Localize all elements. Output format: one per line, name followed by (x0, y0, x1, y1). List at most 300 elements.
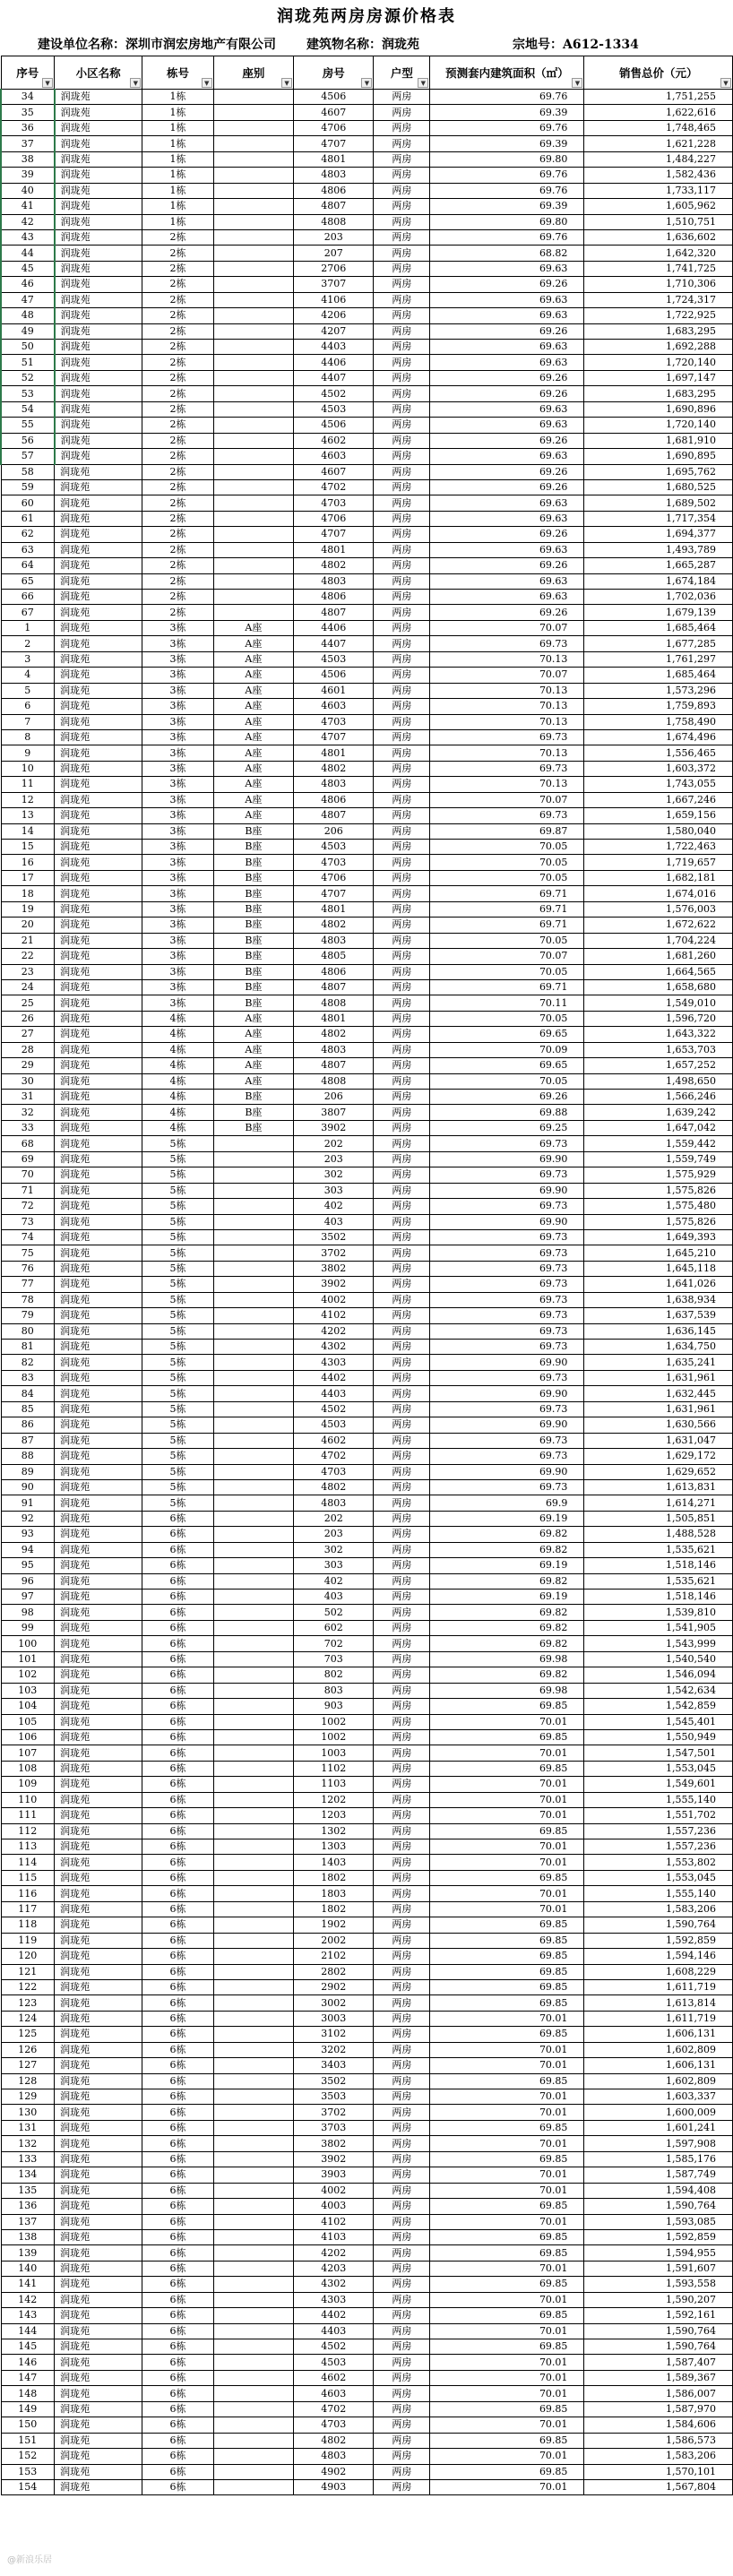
col-header-room[interactable]: 房号 ▼ (294, 56, 374, 90)
cell-block (213, 1683, 293, 1698)
cell-layout: 两房 (374, 1667, 430, 1683)
cell-room: 2902 (294, 1979, 374, 1994)
cell-room: 1102 (294, 1761, 374, 1776)
cell-area: 69.26 (430, 605, 584, 620)
cell-layout: 两房 (374, 2120, 430, 2135)
cell-room: 2002 (294, 1933, 374, 1948)
cell-price: 1,587,970 (584, 2401, 733, 2417)
cell-price: 1,608,229 (584, 1964, 733, 1979)
cell-area: 69.85 (430, 2277, 584, 2292)
table-row (1, 277, 733, 292)
cell-community: 润珑苑 (55, 1995, 142, 2011)
cell-layout: 两房 (374, 792, 430, 807)
cell-layout: 两房 (374, 1808, 430, 1823)
cell-building: 1栋 (142, 105, 213, 120)
cell-block (213, 2261, 293, 2276)
cell-price: 1,702,036 (584, 590, 733, 605)
cell-block (213, 527, 293, 542)
table-row (1, 1777, 733, 1792)
cell-layout: 两房 (374, 558, 430, 573)
cell-block (213, 323, 293, 339)
table-row (1, 1542, 733, 1557)
cell-block (213, 246, 293, 261)
cell-layout: 两房 (374, 1277, 430, 1292)
cell-community: 润珑苑 (55, 2308, 142, 2323)
table-row (1, 979, 733, 995)
cell-block (213, 573, 293, 589)
cell-community: 润珑苑 (55, 933, 142, 948)
cell-building: 5栋 (142, 1151, 213, 1167)
cell-building: 6栋 (142, 1777, 213, 1792)
cell-seq: 151 (1, 2433, 55, 2448)
cell-seq: 51 (1, 355, 55, 370)
cell-building: 3栋 (142, 901, 213, 917)
cell-community: 润珑苑 (55, 1355, 142, 1370)
cell-layout: 两房 (374, 1136, 430, 1151)
cell-seq: 117 (1, 1901, 55, 1917)
cell-area: 69.76 (430, 168, 584, 183)
cell-building: 2栋 (142, 323, 213, 339)
cell-room: 3802 (294, 1261, 374, 1276)
table-row (1, 2449, 733, 2464)
cell-block: B座 (213, 979, 293, 995)
cell-layout: 两房 (374, 2339, 430, 2355)
cell-building: 3栋 (142, 840, 213, 855)
cell-community: 润珑苑 (55, 527, 142, 542)
cell-seq: 35 (1, 105, 55, 120)
cell-room: 3903 (294, 2167, 374, 2183)
cell-building: 6栋 (142, 2073, 213, 2089)
cell-price: 1,535,621 (584, 1573, 733, 1589)
cell-community: 润珑苑 (55, 1777, 142, 1792)
cell-building: 6栋 (142, 2433, 213, 2448)
cell-seq: 67 (1, 605, 55, 620)
cell-seq: 77 (1, 1277, 55, 1292)
cell-price: 1,614,271 (584, 1495, 733, 1511)
cell-room: 4806 (294, 590, 374, 605)
cell-community: 润珑苑 (55, 2105, 142, 2120)
cell-community: 润珑苑 (55, 2214, 142, 2229)
cell-room: 4503 (294, 651, 374, 667)
cell-community: 润珑苑 (55, 2167, 142, 2183)
cell-community: 润珑苑 (55, 1214, 142, 1229)
cell-building: 2栋 (142, 261, 213, 276)
cell-community: 润珑苑 (55, 918, 142, 933)
cell-building: 6栋 (142, 1699, 213, 1714)
cell-community: 润珑苑 (55, 1808, 142, 1823)
cell-block (213, 2136, 293, 2151)
cell-layout: 两房 (374, 1917, 430, 1933)
cell-area: 70.01 (430, 1855, 584, 1870)
cell-room: 4703 (294, 2417, 374, 2433)
table-row (1, 1370, 733, 1385)
cell-room: 4602 (294, 433, 374, 448)
cell-block (213, 1729, 293, 1745)
cell-building: 5栋 (142, 1323, 213, 1339)
cell-area: 69.85 (430, 2027, 584, 2042)
cell-area: 69.80 (430, 151, 584, 167)
cell-building: 3栋 (142, 855, 213, 870)
cell-area: 70.01 (430, 1901, 584, 1917)
cell-seq: 55 (1, 418, 55, 433)
cell-price: 1,741,725 (584, 261, 733, 276)
cell-community: 润珑苑 (55, 995, 142, 1011)
cell-community: 润珑苑 (55, 1199, 142, 1214)
cell-block (213, 1808, 293, 1823)
table-row (1, 214, 733, 229)
cell-building: 4栋 (142, 1090, 213, 1105)
col-header-building[interactable]: 栋号 ▼ (142, 56, 213, 90)
cell-seq: 3 (1, 651, 55, 667)
cell-room: 403 (294, 1214, 374, 1229)
cell-seq: 40 (1, 183, 55, 198)
cell-layout: 两房 (374, 2417, 430, 2433)
cell-building: 6栋 (142, 2292, 213, 2307)
cell-room: 4207 (294, 323, 374, 339)
table-row (1, 308, 733, 323)
cell-community: 润珑苑 (55, 1714, 142, 1729)
table-row (1, 1667, 733, 1683)
cell-area: 69.19 (430, 1590, 584, 1605)
cell-area: 69.85 (430, 2151, 584, 2167)
cell-block (213, 433, 293, 448)
cell-layout: 两房 (374, 1949, 430, 1964)
col-header-price[interactable]: 销售总价（元） ▼ (584, 56, 733, 90)
cell-building: 6栋 (142, 2308, 213, 2323)
cell-community: 润珑苑 (55, 1433, 142, 1448)
table-row (1, 168, 733, 183)
cell-building: 6栋 (142, 2277, 213, 2292)
cell-layout: 两房 (374, 542, 430, 557)
cell-block (213, 2355, 293, 2370)
cell-room: 3003 (294, 2011, 374, 2026)
cell-community: 润珑苑 (55, 2261, 142, 2276)
cell-building: 3栋 (142, 668, 213, 683)
cell-room: 4503 (294, 401, 374, 417)
cell-price: 1,694,377 (584, 527, 733, 542)
table-row (1, 1839, 733, 1855)
col-header-community[interactable]: 小区名称 ▼ (55, 56, 142, 90)
cell-community: 润珑苑 (55, 1542, 142, 1557)
cell-price: 1,518,146 (584, 1590, 733, 1605)
cell-seq: 149 (1, 2401, 55, 2417)
cell-room: 4607 (294, 464, 374, 479)
cell-price: 1,551,702 (584, 1808, 733, 1823)
cell-room: 3902 (294, 1120, 374, 1135)
col-header-area[interactable]: 预测套内建筑面积（㎡） ▼ (430, 56, 584, 90)
cell-room: 302 (294, 1167, 374, 1183)
table-row (1, 855, 733, 870)
filter-dropdown-icon[interactable]: ▼ (720, 78, 731, 88)
table-row (1, 823, 733, 839)
cell-price: 1,658,680 (584, 979, 733, 995)
cell-price: 1,587,749 (584, 2167, 733, 2183)
cell-community: 润珑苑 (55, 2339, 142, 2355)
table-row (1, 1823, 733, 1839)
cell-community: 润珑苑 (55, 2277, 142, 2292)
cell-layout: 两房 (374, 761, 430, 776)
cell-block (213, 199, 293, 214)
cell-price: 1,596,720 (584, 1011, 733, 1026)
cell-layout: 两房 (374, 2214, 430, 2229)
cell-building: 6栋 (142, 2386, 213, 2401)
cell-block (213, 1590, 293, 1605)
col-header-block[interactable]: 座别 ▼ (213, 56, 293, 90)
filter-dropdown-icon[interactable]: ▼ (572, 78, 582, 88)
cell-area: 70.09 (430, 1042, 584, 1057)
cell-layout: 两房 (374, 1933, 430, 1948)
cell-community: 润珑苑 (55, 2042, 142, 2057)
cell-layout: 两房 (374, 418, 430, 433)
cell-area: 69.76 (430, 120, 584, 135)
cell-layout: 两房 (374, 1855, 430, 1870)
filter-dropdown-icon[interactable]: ▼ (130, 78, 141, 88)
cell-seq: 153 (1, 2464, 55, 2479)
cell-price: 1,601,241 (584, 2120, 733, 2135)
cell-community: 润珑苑 (55, 214, 142, 229)
filter-dropdown-icon[interactable]: ▼ (361, 78, 372, 88)
cell-block (213, 2089, 293, 2105)
cell-price: 1,631,961 (584, 1370, 733, 1385)
cell-price: 1,594,146 (584, 1949, 733, 1964)
table-row (1, 1636, 733, 1651)
cell-block: A座 (213, 745, 293, 761)
cell-seq: 9 (1, 745, 55, 761)
cell-area: 70.13 (430, 683, 584, 698)
cell-seq: 4 (1, 668, 55, 683)
cell-area: 70.07 (430, 792, 584, 807)
table-row (1, 449, 733, 464)
table-row (1, 151, 733, 167)
cell-building: 6栋 (142, 2229, 213, 2244)
col-header-layout[interactable]: 户型 ▼ (374, 56, 430, 90)
cell-layout: 两房 (374, 1011, 430, 1026)
cell-block (213, 2308, 293, 2323)
cell-community: 润珑苑 (55, 1745, 142, 1761)
cell-community: 润珑苑 (55, 2417, 142, 2433)
cell-room: 4801 (294, 745, 374, 761)
table-row (1, 1605, 733, 1620)
cell-seq: 147 (1, 2370, 55, 2385)
cell-layout: 两房 (374, 2323, 430, 2339)
table-row (1, 136, 733, 151)
cell-community: 润珑苑 (55, 1386, 142, 1401)
table-row (1, 1323, 733, 1339)
cell-block (213, 1558, 293, 1573)
table-row (1, 1433, 733, 1448)
cell-layout: 两房 (374, 2292, 430, 2307)
cell-community: 润珑苑 (55, 2183, 142, 2198)
cell-layout: 两房 (374, 479, 430, 495)
cell-block: A座 (213, 1027, 293, 1042)
cell-room: 4807 (294, 808, 374, 823)
cell-price: 1,636,602 (584, 229, 733, 245)
cell-room: 206 (294, 1090, 374, 1105)
cell-community: 润珑苑 (55, 2027, 142, 2042)
col-header-seq[interactable]: 序号 ▼ (1, 56, 55, 90)
cell-area: 69.71 (430, 901, 584, 917)
table-row (1, 1214, 733, 1229)
cell-seq: 96 (1, 1573, 55, 1589)
cell-price: 1,559,749 (584, 1151, 733, 1167)
table-row (1, 761, 733, 776)
cell-community: 润珑苑 (55, 1870, 142, 1885)
filter-dropdown-icon[interactable]: ▼ (281, 78, 292, 88)
cell-seq: 6 (1, 699, 55, 714)
cell-block (213, 2464, 293, 2479)
cell-building: 5栋 (142, 1495, 213, 1511)
cell-building: 4栋 (142, 1042, 213, 1057)
filter-dropdown-icon[interactable]: ▼ (418, 78, 428, 88)
table-row (1, 2042, 733, 2057)
cell-seq: 152 (1, 2449, 55, 2464)
cell-layout: 两房 (374, 292, 430, 307)
filter-dropdown-icon[interactable]: ▼ (42, 78, 53, 88)
cell-price: 1,602,809 (584, 2073, 733, 2089)
cell-building: 3栋 (142, 964, 213, 979)
cell-room: 4803 (294, 933, 374, 948)
cell-area: 69.73 (430, 636, 584, 651)
cell-building: 6栋 (142, 1729, 213, 1745)
cell-seq: 145 (1, 2339, 55, 2355)
cell-area: 69.19 (430, 1558, 584, 1573)
cell-layout: 两房 (374, 2073, 430, 2089)
cell-block (213, 1479, 293, 1495)
table-row (1, 792, 733, 807)
cell-block (213, 308, 293, 323)
cell-block: B座 (213, 995, 293, 1011)
cell-seq: 70 (1, 1167, 55, 1183)
cell-community: 润珑苑 (55, 1370, 142, 1385)
cell-seq: 88 (1, 1449, 55, 1464)
cell-layout: 两房 (374, 2479, 430, 2494)
cell-price: 1,664,565 (584, 964, 733, 979)
cell-block: A座 (213, 683, 293, 698)
cell-layout: 两房 (374, 433, 430, 448)
cell-price: 1,748,465 (584, 120, 733, 135)
cell-room: 4602 (294, 2370, 374, 2385)
cell-community: 润珑苑 (55, 183, 142, 198)
cell-block: B座 (213, 949, 293, 964)
cell-community: 润珑苑 (55, 1495, 142, 1511)
cell-price: 1,600,009 (584, 2105, 733, 2120)
cell-building: 6栋 (142, 2449, 213, 2464)
cell-seq: 138 (1, 2229, 55, 2244)
cell-area: 69.73 (430, 1401, 584, 1417)
cell-price: 1,573,296 (584, 683, 733, 698)
cell-room: 1803 (294, 1886, 374, 1901)
table-row (1, 386, 733, 401)
cell-building: 6栋 (142, 1542, 213, 1557)
cell-community: 润珑苑 (55, 495, 142, 511)
cell-area: 69.63 (430, 401, 584, 417)
cell-price: 1,733,117 (584, 183, 733, 198)
cell-block (213, 464, 293, 479)
cell-seq: 119 (1, 1933, 55, 1948)
cell-layout: 两房 (374, 636, 430, 651)
cell-building: 6栋 (142, 2183, 213, 2198)
cell-layout: 两房 (374, 370, 430, 385)
cell-building: 2栋 (142, 418, 213, 433)
cell-building: 5栋 (142, 1340, 213, 1355)
cell-layout: 两房 (374, 1651, 430, 1667)
cell-layout: 两房 (374, 2355, 430, 2370)
cell-area: 70.01 (430, 2058, 584, 2073)
cell-seq: 78 (1, 1292, 55, 1307)
cell-price: 1,629,172 (584, 1449, 733, 1464)
cell-block: B座 (213, 840, 293, 855)
table-row (1, 1449, 733, 1464)
table-row (1, 1464, 733, 1479)
table-row (1, 418, 733, 433)
cell-area: 70.13 (430, 651, 584, 667)
cell-price: 1,634,750 (584, 1340, 733, 1355)
cell-layout: 两房 (374, 277, 430, 292)
cell-block: B座 (213, 823, 293, 839)
cell-block (213, 90, 293, 105)
cell-room: 4402 (294, 1370, 374, 1385)
cell-price: 1,637,539 (584, 1308, 733, 1323)
cell-block (213, 2339, 293, 2355)
cell-building: 6栋 (142, 1917, 213, 1933)
cell-building: 6栋 (142, 2370, 213, 2385)
cell-area: 69.85 (430, 2120, 584, 2135)
table-row (1, 668, 733, 683)
cell-layout: 两房 (374, 605, 430, 620)
table-row (1, 901, 733, 917)
cell-room: 4801 (294, 542, 374, 557)
cell-room: 4703 (294, 855, 374, 870)
cell-area: 69.90 (430, 1464, 584, 1479)
cell-room: 4502 (294, 2339, 374, 2355)
cell-community: 润珑苑 (55, 1839, 142, 1855)
cell-community: 润珑苑 (55, 2058, 142, 2073)
filter-dropdown-icon[interactable]: ▼ (202, 78, 212, 88)
cell-seq: 23 (1, 964, 55, 979)
cell-seq: 50 (1, 340, 55, 355)
cell-room: 3702 (294, 2105, 374, 2120)
cell-price: 1,630,566 (584, 1417, 733, 1433)
cell-price: 1,680,525 (584, 479, 733, 495)
cell-seq: 91 (1, 1495, 55, 1511)
cell-layout: 两房 (374, 1964, 430, 1979)
table-row (1, 1995, 733, 2011)
cell-area: 69.63 (430, 355, 584, 370)
table-row (1, 2027, 733, 2042)
cell-building: 3栋 (142, 745, 213, 761)
cell-price: 1,611,719 (584, 1979, 733, 1994)
cell-area: 70.01 (430, 2183, 584, 2198)
cell-price: 1,549,601 (584, 1777, 733, 1792)
cell-price: 1,590,764 (584, 2339, 733, 2355)
cell-room: 4603 (294, 449, 374, 464)
cell-block (213, 1870, 293, 1885)
cell-community: 润珑苑 (55, 2136, 142, 2151)
cell-community: 润珑苑 (55, 479, 142, 495)
cell-seq: 126 (1, 2042, 55, 2057)
table-row (1, 292, 733, 307)
cell-price: 1,632,445 (584, 1386, 733, 1401)
cell-layout: 两房 (374, 151, 430, 167)
cell-building: 3栋 (142, 729, 213, 745)
cell-community: 润珑苑 (55, 590, 142, 605)
header-row (1, 56, 733, 90)
cell-room: 4403 (294, 2323, 374, 2339)
cell-price: 1,593,085 (584, 2214, 733, 2229)
cell-building: 2栋 (142, 558, 213, 573)
cell-block: B座 (213, 1120, 293, 1135)
cell-seq: 114 (1, 1855, 55, 1870)
